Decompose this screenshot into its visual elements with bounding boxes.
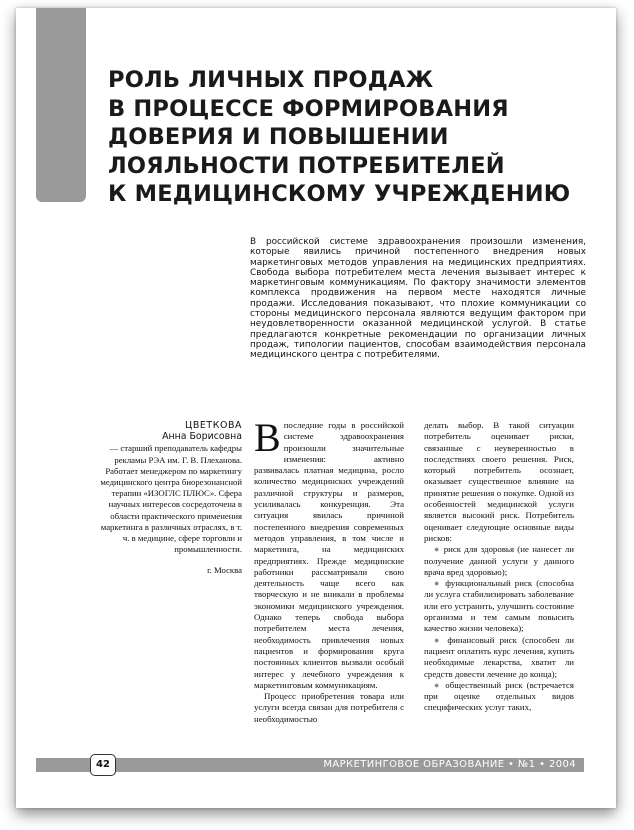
title-line: ДОВЕРИЯ И ПОВЫШЕНИИ xyxy=(108,124,449,150)
bullet-item xyxy=(424,635,574,680)
article-title xyxy=(108,66,608,209)
decorative-tab xyxy=(36,8,86,202)
author-block xyxy=(96,420,242,577)
title-line: В ПРОЦЕССЕ ФОРМИРОВАНИЯ xyxy=(108,95,509,122)
title-line: ЛОЯЛЬНОСТИ ПОТРЕБИТЕЛЕЙ xyxy=(108,152,505,179)
body-paragraph: делать выбор. В такой ситуации потребитель оценивает риски, связанные с неуверенностью в последствиях своего решения. Риск, который потребитель осознает, оказывает существенное влияние на принятие решения о покупке. Одной из особенностей медицинской услуги является высокий риск. Потребитель оценивает следующие основные виды рисков: xyxy=(424,420,574,543)
article-abstract: В российской системе здравоохранения произошли изменения, которые явились причиной постепенного внедрения новых маркетинговых методов управления на медицинских предприятиях. Свобода выбора потребителем места лечения вызывает интерес к маркетинговым коммуникациям. По фактору значимости элементов комплекса продвижения на первом месте находятся личные продажи. Исследования показывают, что плохие коммуникации со стороны медицинского персонала являются ведущим фактором при неудовлетворенности оказанной медицинской услугой. В статье предлагаются конкретные рекомендации по организации личных продаж, типологии пациентов, способам взаимодействия персонала медицинского центра с потребителями. xyxy=(250,237,586,361)
bullet-text: риск для здоровья (не нанесет ли получение данной услуги у данного врача вред здоровью); xyxy=(424,544,574,577)
bullet-text: функциональный риск (способна ли услуга стабилизировать заболевание или его устранить, улучшить состояние организма и тем самым повысить качество жизни человека); xyxy=(424,578,574,634)
author-bio: — старший преподаватель кафедры рекламы РЭА им. Г. В. Плеханова. Работает менеджером по маркетингу медицинского центра биорезонансной терапии «ИЗОГЛС ПЛЮС». Сфера научных интересов сосредоточена в области практического применения маркетинга в различных отраслях, в т. ч. в медицине, сфере торговли и промышленности. xyxy=(100,443,242,555)
title-line: К МЕДИЦИНСКОМУ УЧРЕЖДЕНИЮ xyxy=(108,181,571,207)
paragraph-text: последние годы в российской системе здравоохранения произошли значительные изменения: активно развивалась платная медицина, росло количество медицинских учреждений различной структуры и размеров, усиливалась конкуренция. Эта ситуация явилась причиной постепенного внедрения современных методов управления, в том числе и маркетинга, на медицинских предприятиях. Прежде медицинские работники рассматривали свою деятельность чаще всего как творческую и не вникали в проблемы экономики медицинского учреждения. Однако теперь свобода выбора потребителем места лечения, необходимость привлечения новых пациентов и формирования круга постоянных клиентов вызвали особый интерес у лечебного учреждения к маркетинговым коммуникациям. xyxy=(254,420,404,690)
author-last-name: ЦВЕТКОВА xyxy=(184,420,242,431)
bullet-icon: ● xyxy=(434,544,441,555)
title-line: РОЛЬ ЛИЧНЫХ ПРОДАЖ xyxy=(108,67,434,93)
body-paragraph: Процесс приобретения товара или услуги всегда связан для потребителя с необходимостью xyxy=(254,691,404,724)
bullet-item xyxy=(424,578,574,634)
bullet-item xyxy=(424,680,574,714)
page-number: 42 xyxy=(90,754,116,776)
bullet-item xyxy=(424,544,574,578)
bullet-text: финансовый риск (способен ли пациент оплатить курс лечения, купить необходимые лекарства, хватит ли средств довести лечение до конца); xyxy=(424,634,575,679)
bullet-text: общественный риск (встречается при оценке отдельных видов специфических услуг таких, xyxy=(424,679,575,713)
author-city: г. Москва xyxy=(207,565,242,576)
drop-cap: В xyxy=(254,415,281,460)
journal-page xyxy=(16,8,616,808)
body-column-2 xyxy=(424,420,574,714)
author-first-name: Анна Борисовна xyxy=(162,431,242,443)
bullet-icon: ● xyxy=(434,578,442,589)
journal-name: МАРКЕТИНГОВОЕ ОБРАЗОВАНИЕ • №1 • 2004 xyxy=(323,759,576,770)
bullet-icon: ● xyxy=(434,679,442,690)
body-paragraph xyxy=(254,415,404,691)
bullet-icon: ● xyxy=(434,634,443,645)
body-column-1 xyxy=(254,415,404,725)
